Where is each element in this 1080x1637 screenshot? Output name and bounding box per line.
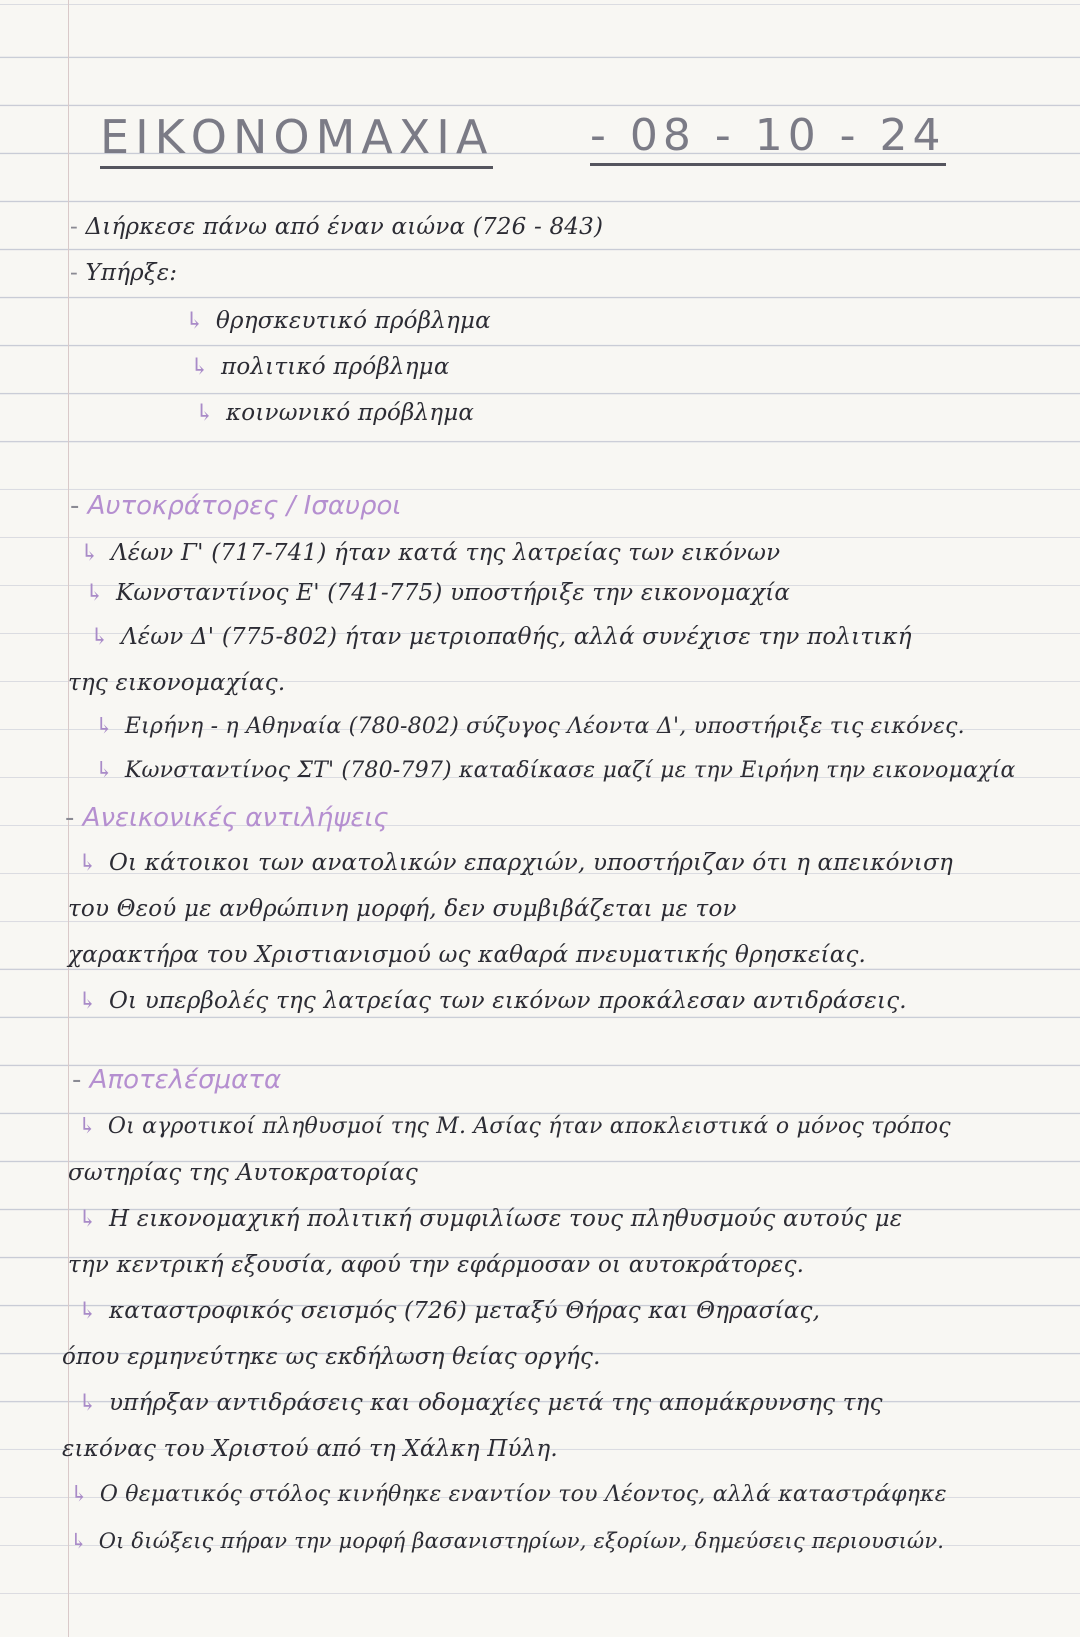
arrow-icon: ↳ [78, 988, 98, 1014]
note-text: Οι διώξεις πήραν την μορφή βασανιστηρίων, εξορίων, δημεύσεις περιουσιών. [98, 1529, 945, 1553]
note-line [68, 894, 737, 924]
note-text: Υπήρξε: [85, 260, 178, 286]
note-text: πολιτικό πρόβλημα [221, 354, 450, 380]
note-text: Λέων Δ' (775-802) ήταν μετριοπαθής, αλλά συνέχισε την πολιτική [121, 624, 912, 650]
note-line [78, 986, 907, 1016]
note-line [62, 1342, 601, 1372]
note-line [78, 1388, 883, 1418]
note-line [70, 1480, 947, 1510]
arrow-icon: ↳ [78, 1206, 98, 1232]
arrow-icon: ↳ [185, 308, 205, 334]
note-text: Διήρκεσε πάνω από έναν αιώνα (726 - 843) [85, 214, 604, 240]
dash-marker: - [70, 260, 78, 286]
note-line [85, 578, 790, 608]
note-text: Η εικονομαχική πολιτική συμφιλίωσε τους πληθυσμούς αυτούς με [109, 1206, 903, 1232]
note-line [80, 538, 780, 568]
note-text: Ειρήνη - η Αθηναία (780-802) σύζυγος Λέοντα Δ', υποστήριξε τις εικόνες. [124, 714, 965, 739]
note-line [95, 712, 965, 742]
note-text: εικόνας του Χριστού από τη Χάλκη Πύλη. [62, 1436, 558, 1462]
note-text: υπήρξαν αντιδράσεις και οδομαχίες μετά της απομάκρυνσης της [109, 1390, 883, 1416]
note-line [95, 756, 1016, 786]
note-line [78, 848, 953, 878]
note-line [68, 1158, 418, 1188]
note-line [62, 1434, 558, 1464]
note-line [68, 940, 866, 970]
arrow-icon: ↳ [78, 1114, 97, 1139]
note-text: κοινωνικό πρόβλημα [226, 400, 475, 426]
section-heading: - Αποτελέσματα [72, 1065, 282, 1095]
note-text: την κεντρική εξουσία, αφού την εφάρμοσαν οι αυτοκράτορες. [68, 1252, 805, 1278]
arrow-icon: ↳ [80, 540, 100, 566]
note-text: του Θεού με ανθρώπινη μορφή, δεν συμβιβάζεται με τον [68, 896, 737, 922]
note-text: της εικονομαχίας. [68, 670, 286, 696]
arrow-icon: ↳ [85, 580, 105, 606]
note-line [190, 352, 450, 382]
arrow-icon: ↳ [78, 1298, 98, 1324]
note-line [185, 306, 491, 336]
section-heading-text: Αυτοκράτορες / Ισαυροι [87, 491, 402, 521]
section-heading-text: Ανεικονικές αντιλήψεις [82, 803, 389, 833]
page-date: - 08 - 10 - 24 [590, 110, 946, 166]
note-text: Οι υπερβολές της λατρείας των εικόνων προκάλεσαν αντιδράσεις. [109, 988, 907, 1014]
note-line [70, 212, 603, 242]
note-text: Οι αγροτικοί πληθυσμοί της Μ. Ασίας ήταν αποκλειστικά ο μόνος τρόπος [107, 1114, 951, 1139]
arrow-icon: ↳ [195, 400, 215, 426]
note-text: θρησκευτικό πρόβλημα [216, 308, 491, 334]
arrow-icon: ↳ [95, 714, 114, 739]
note-text: Ο θεματικός στόλος κινήθηκε εναντίον του Λέοντος, αλλά καταστράφηκε [99, 1482, 947, 1507]
arrow-icon: ↳ [78, 1390, 98, 1416]
section-heading: - Αυτοκράτορες / Ισαυροι [70, 491, 402, 521]
note-text: Κωνσταντίνος Ε' (741-775) υποστήριξε την εικονομαχία [116, 580, 791, 606]
arrow-icon: ↳ [70, 1482, 89, 1507]
note-line [90, 622, 912, 652]
note-line [68, 668, 285, 698]
note-text: Λέων Γ' (717-741) ήταν κατά της λατρείας των εικόνων [111, 540, 781, 566]
note-line [68, 1250, 804, 1280]
dash-marker: - [70, 214, 78, 240]
section-heading-text: Αποτελέσματα [89, 1065, 282, 1095]
note-text: χαρακτήρα του Χριστιανισμού ως καθαρά πνευματικής θρησκείας. [68, 942, 867, 968]
note-line [78, 1112, 951, 1142]
note-line [195, 398, 474, 428]
note-text: Κωνσταντίνος ΣΤ' (780-797) καταδίκασε μαζί με την Ειρήνη την εικονομαχία [124, 758, 1016, 783]
page-title: ΕΙΚΟΝΟΜΑΧΙΑ [100, 110, 493, 169]
arrow-icon: ↳ [190, 354, 210, 380]
note-text: σωτηρίας της Αυτοκρατορίας [68, 1160, 418, 1186]
arrow-icon: ↳ [78, 850, 98, 876]
arrow-icon: ↳ [95, 758, 114, 783]
arrow-icon: ↳ [70, 1529, 88, 1553]
note-text: καταστροφικός σεισμός (726) μεταξύ Θήρας και Θηρασίας, [109, 1298, 821, 1324]
note-text: Οι κάτοικοι των ανατολικών επαρχιών, υποστήριζαν ότι η απεικόνιση [109, 850, 953, 876]
note-line [70, 1526, 944, 1556]
note-line [78, 1296, 820, 1326]
note-text: όπου ερμηνεύτηκε ως εκδήλωση θείας οργής. [62, 1344, 601, 1370]
arrow-icon: ↳ [90, 624, 110, 650]
section-heading: - Ανεικονικές αντιλήψεις [65, 803, 389, 833]
note-line [78, 1204, 902, 1234]
note-line [70, 258, 177, 288]
